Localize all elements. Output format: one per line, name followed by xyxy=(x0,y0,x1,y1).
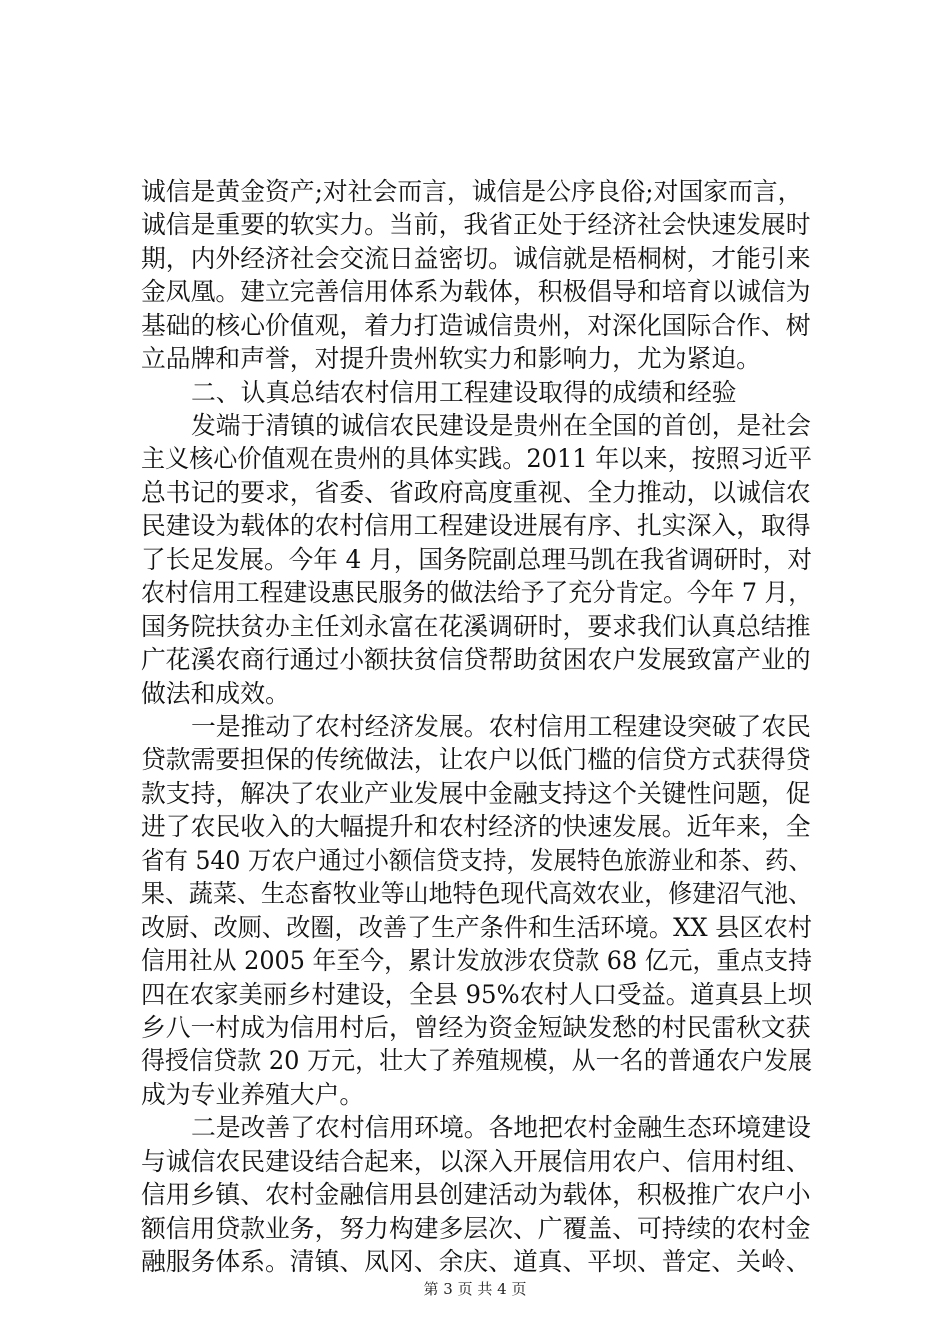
text-line: 成为专业养殖大户。 xyxy=(141,1080,365,1109)
text-line: 改厨、改厕、改圈，改善了生产条件和生活环境。XX 县区农村 xyxy=(141,913,812,942)
text-line: 金凤凰。建立完善信用体系为载体，积极倡导和培育以诚信为 xyxy=(141,277,811,306)
text-line: 期，内外经济社会交流日益密切。诚信就是梧桐树，才能引来 xyxy=(141,244,811,273)
text-line: 国务院扶贫办主任刘永富在花溪调研时，要求我们认真总结推 xyxy=(141,612,811,641)
text-line: 信用社从 2005 年至今，累计发放涉农贷款 68 亿元，重点支持 xyxy=(141,946,812,975)
text-line: 诚信是重要的软实力。当前，我省正处于经济社会快速发展时 xyxy=(141,210,811,239)
text-line: 得授信贷款 20 万元，壮大了养殖规模，从一名的普通农户发展 xyxy=(141,1046,813,1075)
text-line: 一是推动了农村经济发展。农村信用工程建设突破了农民 xyxy=(191,712,811,741)
text-line: 贷款需要担保的传统做法，让农户以低门槛的信贷方式获得贷 xyxy=(141,745,811,774)
text-line: 果、蔬菜、生态畜牧业等山地特色现代高效农业，修建沼气池、 xyxy=(141,879,812,908)
text-line: 额信用贷款业务，努力构建多层次、广覆盖、可持续的农村金 xyxy=(141,1214,811,1243)
text-line: 总书记的要求，省委、省政府高度重视、全力推动，以诚信农 xyxy=(141,478,811,507)
text-line: 省有 540 万农户通过小额信贷支持，发展特色旅游业和茶、药、 xyxy=(141,846,813,875)
text-line: 乡八一村成为信用村后，曾经为资金短缺发愁的村民雷秋文获 xyxy=(141,1013,811,1042)
text-line: 主义核心价值观在贵州的具体实践。2011 年以来，按照习近平 xyxy=(141,444,813,473)
text-line: 基础的核心价值观，着力打造诚信贵州，对深化国际合作、树 xyxy=(141,311,811,340)
page-footer: 第 3 页 共 4 页 xyxy=(423,1280,527,1298)
text-line: 二是改善了农村信用环境。各地把农村金融生态环境建设 xyxy=(191,1113,811,1142)
text-line: 发端于清镇的诚信农民建设是贵州在全国的首创，是社会 xyxy=(191,411,811,440)
text-line: 立品牌和声誉，对提升贵州软实力和影响力，尤为紧迫。 xyxy=(141,344,761,373)
text-line: 信用乡镇、农村金融信用县创建活动为载体，积极推广农户小 xyxy=(141,1180,811,1209)
text-line: 款支持，解决了农业产业发展中金融支持这个关键性问题，促 xyxy=(141,779,811,808)
text-line: 广花溪农商行通过小额扶贫信贷帮助贫困农户发展致富产业的 xyxy=(141,645,811,674)
text-line: 了长足发展。今年 4 月，国务院副总理马凯在我省调研时，对 xyxy=(141,545,812,574)
text-line: 进了农民收入的大幅提升和农村经济的快速发展。近年来，全 xyxy=(141,812,811,841)
text-line: 四在农家美丽乡村建设，全县 95%农村人口受益。道真县上坝 xyxy=(141,980,812,1009)
text-line: 农村信用工程建设惠民服务的做法给予了充分肯定。今年 7 月， xyxy=(141,578,812,607)
text-line: 与诚信农民建设结合起来，以深入开展信用农户、信用村组、 xyxy=(141,1147,811,1176)
text-line: 融服务体系。清镇、凤冈、余庆、道真、平坝、普定、关岭、 xyxy=(141,1247,811,1276)
text-line: 做法和成效。 xyxy=(141,679,290,708)
section-heading: 二、认真总结农村信用工程建设取得的成绩和经验 xyxy=(191,378,737,407)
text-line: 诚信是黄金资产;对社会而言，诚信是公序良俗;对国家而言， xyxy=(141,177,803,206)
text-line: 民建设为载体的农村信用工程建设进展有序、扎实深入，取得 xyxy=(141,511,811,540)
